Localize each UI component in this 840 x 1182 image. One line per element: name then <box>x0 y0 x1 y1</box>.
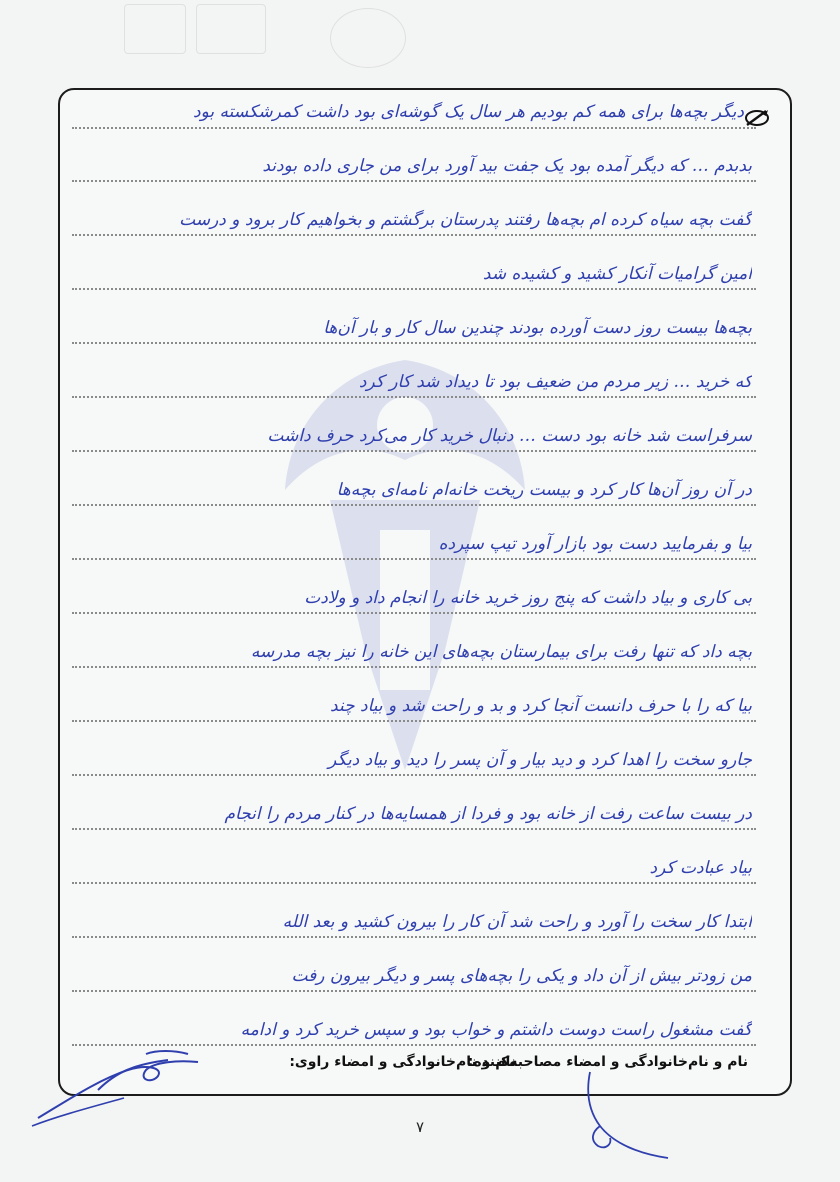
handwritten-line: در بیست ساعت رفت از خانه بود و فردا از همسایه‌ها در کنار مردم را انجام <box>224 804 752 824</box>
top-stamp-box <box>196 4 266 54</box>
handwritten-line: در آن روز آن‌ها کار کرد و بیست ریخت خانه‌ام نامه‌ای بچه‌ها <box>336 480 752 500</box>
handwritten-line: بچه داد که تنها رفت برای بیمارستان بچه‌های این خانه را نیز بچه مدرسه <box>250 642 752 662</box>
top-stamp-oval <box>330 8 406 68</box>
handwritten-line: که خرید … زیر مردم من ضعیف بود تا دیداد شد کار کرد <box>358 372 752 392</box>
handwritten-line: بچه‌ها بیست روز دست آورده بودند چندین سال کار و بار آن‌ها <box>323 318 752 338</box>
organization-emblem-watermark <box>270 330 540 800</box>
handwritten-line: بیاد عبادت کرد <box>649 858 752 878</box>
handwritten-signature <box>28 1040 208 1130</box>
handwritten-line: بیا که را با حرف دانست آنجا کرد و بد و راحت شد و بیاد چند <box>330 696 752 716</box>
handwritten-line: بیا و بفرمایید دست بود بازار آورد تیپ سپرده <box>438 534 752 554</box>
handwritten-line: امین گرامیات آنکار کشید و کشیده شد <box>482 264 752 284</box>
page-number: ۷ <box>415 1118 425 1136</box>
handwritten-line: گفت مشغول راست دوست داشتم و خواب بود و سپس خرید کرد و ادامه <box>240 1020 752 1040</box>
handwritten-line: ابتدا کار سخت را آورد و راحت شد آن کار را بیرون کشید و بعد الله <box>282 912 752 932</box>
handwritten-line: بدبدم … که دیگر آمده بود یک جفت بید آورد برای من جاری داده بودند <box>262 156 752 176</box>
interviewer-signature-label: نام و نام‌خانوادگی و امضاء مصاحبه‌کننده: <box>467 1054 748 1070</box>
narrator-signature-label: نام و نام‌خانوادگی و امضاء راوی: <box>289 1054 516 1070</box>
handwritten-line: سرفراست شد خانه بود دست … دنبال خرید کار می‌کرد حرف داشت <box>267 426 752 446</box>
handwritten-line: دیگر بچه‌ها برای همه کم بودیم هر سال یک گوشه‌ای بود داشت کمرشکسته بود <box>193 102 744 122</box>
handwritten-line: گفت بچه سیاه کرده ام بچه‌ها رفتند پدرستان برگشتم و بخواهیم کار برود و درست <box>179 210 752 230</box>
handwritten-line: بی کاری و بیاد داشت که پنج روز خرید خانه را انجام داد و ولادت <box>304 588 752 608</box>
top-stamp-box <box>124 4 186 54</box>
handwritten-signature <box>560 1066 680 1166</box>
pen-icon <box>744 108 770 128</box>
handwritten-line: من زودتر بیش از آن داد و یکی را بچه‌های پسر و دیگر بیرون رفت <box>291 966 752 986</box>
handwritten-line: جارو سخت را اهدا کرد و دید بیار و آن پسر را دید و بیاد دیگر <box>328 750 752 770</box>
